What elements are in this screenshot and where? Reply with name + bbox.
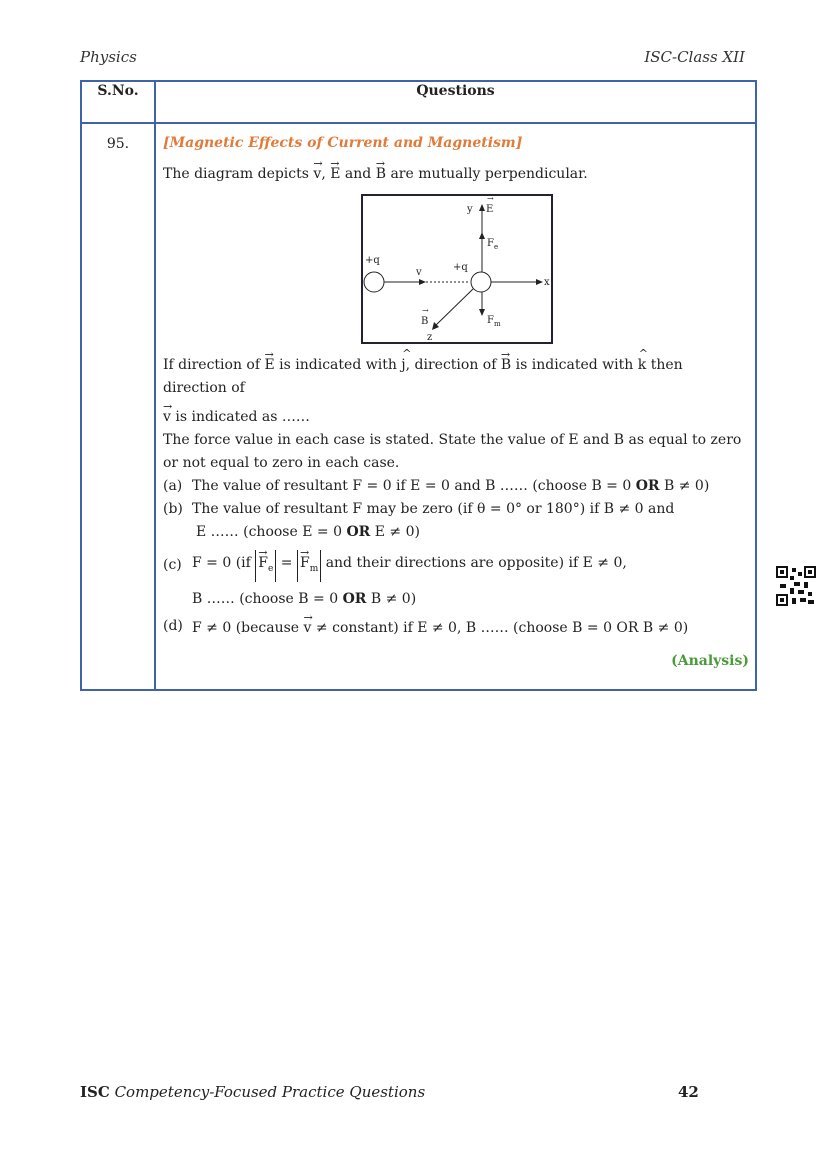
question-body (155, 123, 756, 690)
label-Fe: $F_e$ (487, 238, 499, 251)
option-label: (b) (163, 501, 183, 517)
vector-v: → v (313, 161, 321, 181)
question-topic: [Magnetic Effects of Current and Magnetism] (163, 135, 523, 151)
vector-B: → B (376, 161, 386, 181)
option-d (163, 615, 749, 640)
option-text: F ≠ 0 (because → v ≠ constant) if E ≠ 0, B …… (choose B = 0 OR B ≠ 0) (192, 615, 688, 640)
col-header-sno: S.No. (81, 81, 155, 123)
label-x: x (544, 277, 550, 288)
label-E-arrow: → (487, 194, 494, 203)
and-word: and (344, 166, 372, 182)
vector-E: → E (330, 161, 340, 181)
header-subject: Physics (80, 48, 137, 66)
field-diagram (361, 194, 553, 344)
option-b-line2: E …… (choose E = 0 OR E ≠ 0) (196, 524, 420, 540)
direction-statement (163, 352, 749, 400)
label-v: v (416, 267, 422, 278)
vector-B: → B (501, 352, 511, 372)
vector-E: → E (264, 352, 274, 372)
footer (80, 1083, 425, 1101)
unit-k: ^ k (638, 352, 646, 372)
direction-statement-2 (163, 404, 749, 429)
option-c (163, 550, 749, 582)
question-table (80, 80, 757, 691)
dir-text-1: If direction of (163, 357, 261, 373)
label-B: B (421, 316, 429, 327)
option-b (163, 498, 749, 521)
label-plus-q-center: +q (453, 262, 468, 273)
question-intro (163, 161, 749, 186)
header-class: ISC-Class XII (644, 48, 745, 66)
label-z: z (427, 332, 433, 343)
footer-title: Competency-Focused Practice Questions (114, 1083, 426, 1101)
dir-text-3: , direction of (405, 357, 497, 373)
table-row (81, 123, 756, 690)
option-text: F = 0 ($if \to F_e$ = → $F_m$ and their directions are opposite) if E ≠ 0, (192, 550, 627, 582)
label-y: y (467, 204, 473, 215)
abs-Fm: → $F_m$ (297, 550, 321, 582)
label-plus-q-left: +q (365, 255, 380, 266)
option-label: (d) (163, 617, 183, 634)
table-header-row (81, 81, 756, 123)
charge-left (364, 272, 384, 292)
label-Fm: $F_m$ (487, 315, 501, 328)
page-number: 42 (678, 1083, 699, 1101)
label-B-arrow: → (422, 306, 429, 315)
question-number: 95. (81, 123, 155, 690)
abs-Fe: → $F_e$ (255, 550, 276, 582)
option-text: The value of resultant F = 0 if E = 0 and B …… (choose B = 0 OR B ≠ 0) (192, 478, 710, 494)
dir-text-4: is indicated with (515, 357, 634, 373)
col-header-questions: Questions (155, 81, 756, 123)
force-statement: The force value in each case is stated. State the value of E and B as equal to zero or not equal to zero in each case. (163, 432, 742, 471)
dir-text-6: is indicated as …… (175, 409, 310, 425)
unit-j: ^ j (401, 352, 405, 372)
footer-brand: ISC (80, 1083, 110, 1101)
option-label: (a) (163, 478, 183, 494)
qr-code-icon (776, 566, 816, 606)
analysis-tag: (Analysis) (671, 652, 749, 669)
label-E: E (486, 204, 494, 215)
option-a (163, 475, 749, 498)
charge-center (471, 272, 491, 292)
comma: , (321, 166, 326, 182)
vector-v: → v (163, 404, 171, 424)
dir-text-2: is indicated with (279, 357, 397, 373)
dir-text-5: then direction of (163, 357, 683, 396)
option-c-line2: B …… (choose B = 0 OR B ≠ 0) (192, 590, 417, 607)
intro-post-text: are mutually perpendicular. (390, 166, 588, 182)
intro-text: The diagram depicts (163, 166, 309, 182)
option-text: The value of resultant F may be zero (if θ = 0° or 180°) if B ≠ 0 and (192, 501, 675, 517)
option-label: (c) (163, 557, 182, 574)
